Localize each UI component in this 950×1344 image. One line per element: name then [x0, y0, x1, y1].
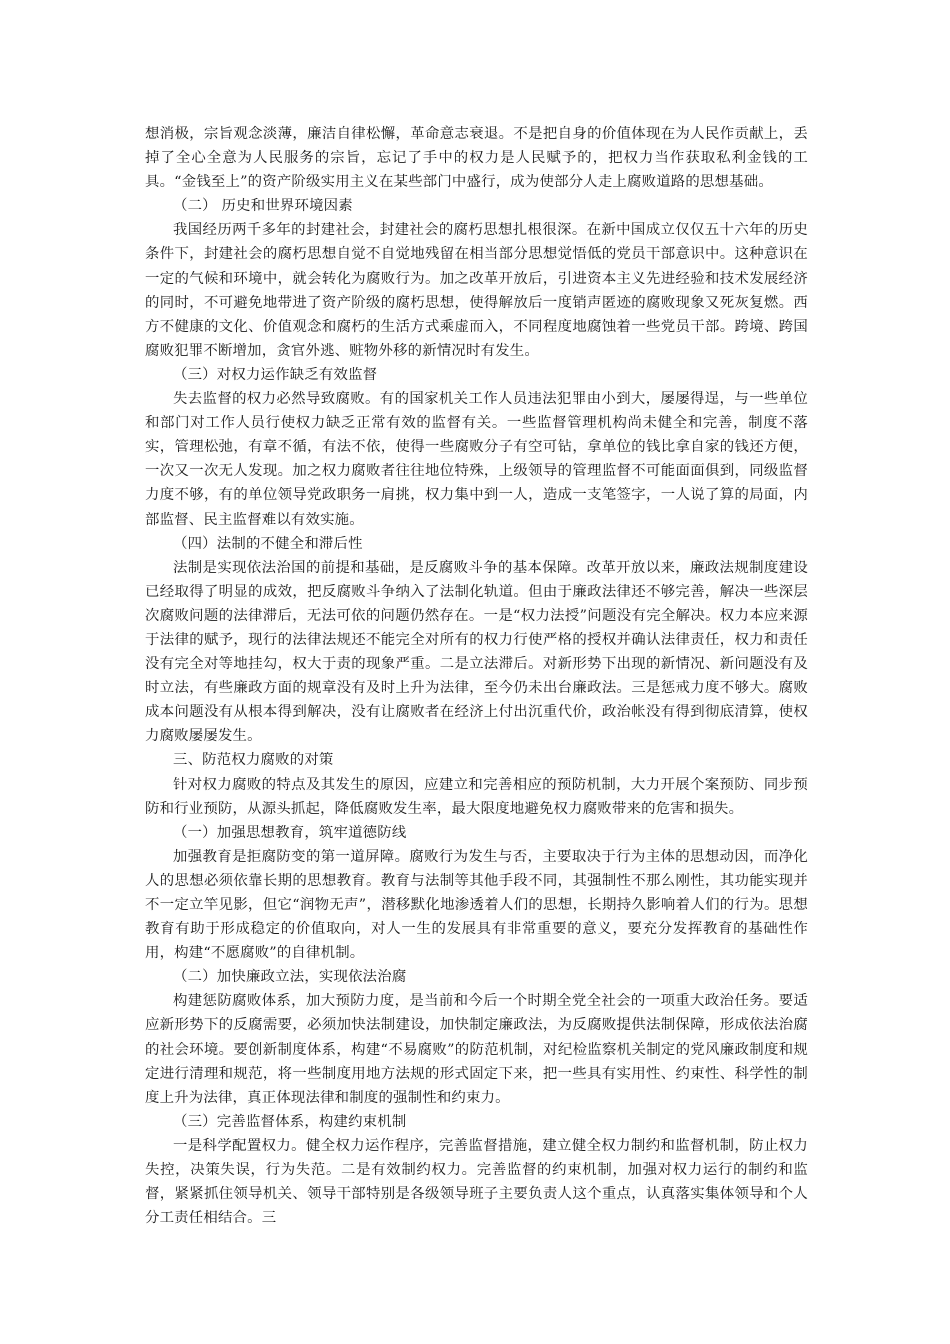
section-heading-oversight: （三）完善监督体系，构建约束机制	[173, 1113, 407, 1130]
paragraph-oversight: 一是科学配置权力。健全权力运作程序，完善监督措施，建立健全权力制约和监督机制，防止权力失控，决策失误，行为失范。二是有效制约权力。完善监督的约束机制，加强对权力运行的制约和监督，紧紧抓住领导机关、领导干部特别是各级领导班子主要负责人这个重点，认真落实集体领导和个人分工责任相结合。三	[145, 1137, 808, 1227]
section-heading-legal-system: （四）法制的不健全和滞后性	[173, 535, 363, 552]
section-heading-history: （二） 历史和世界环境因素	[173, 198, 353, 215]
paragraph-legislation: 构建惩防腐败体系，加大预防力度，是当前和今后一个时期全党全社会的一项重大政治任务。要适应新形势下的反腐需要，必须加快法制建设，加快制定廉政法，为反腐败提供法制保障，形成依法治腐的社会环境。要创新制度体系，构建“不易腐败”的防范机制，对纪检监察机关制定的党风廉政制度和规定进行清理和规范，将一些制度用地方法规的形式固定下来，把一些具有实用性、约束性、科学性的制度上升为法律，真正体现法律和制度的强制性和约束力。	[145, 993, 808, 1106]
section-heading-legislation: （二）加快廉政立法，实现依法治腐	[173, 969, 407, 986]
paragraph-history: 我国经历两千多年的封建社会，封建社会的腐朽思想扎根很深。在新中国成立仅仅五十六年的历史条件下，封建社会的腐朽思想自觉不自觉地残留在相当部分思想觉悟低的党员干部意识中。这种意识在一定的气候和环境中，就会转化为腐败行为。加之改革开放后，引进资本主义先进经验和技术发展经济的同时，不可避免地带进了资产阶级的腐朽思想，使得解放后一度销声匿迹的腐败现象又死灰复燃。西方不健康的文化、价值观念和腐朽的生活方式乘虚而入，不同程度地腐蚀着一些党员干部。跨境、跨国腐败犯罪不断增加，贪官外逃、赃物外移的新情况时有发生。	[145, 222, 808, 359]
section-heading-supervision: （三）对权力运作缺乏有效监督	[173, 366, 378, 383]
section-heading-countermeasures: 三、防范权力腐败的对策	[173, 752, 334, 769]
paragraph-countermeasures: 针对权力腐败的特点及其发生的原因，应建立和完善相应的预防机制，大力开展个案预防、同步预防和行业预防，从源头抓起，降低腐败发生率，最大限度地避免权力腐败带来的危害和损失。	[145, 776, 808, 817]
paragraph-supervision: 失去监督的权力必然导致腐败。有的国家机关工作人员违法犯罪由小到大，屡屡得逞，与一些单位和部门对工作人员行使权力缺乏正常有效的监督有关。一些监督管理机构尚未健全和完善，制度不落实，管理松弛，有章不循，有法不依，使得一些腐败分子有空可钻，拿单位的钱比拿自家的钱还方便，一次又一次无人发现。加之权力腐败者往往地位特殊，上级领导的管理监督不可能面面俱到，同级监督力度不够，有的单位领导党政职务一肩挑，权力集中到一人，造成一支笔签字，一人说了算的局面，内部监督、民主监督难以有效实施。	[145, 391, 808, 528]
continuation-paragraph: 想消极，宗旨观念淡薄，廉洁自律松懈，革命意志衰退。不是把自身的价值体现在为人民作贡献上，丢掉了全心全意为人民服务的宗旨，忘记了手中的权力是人民赋予的，把权力当作获取私利金钱的工具。“金钱至上”的资产阶级实用主义在某些部门中盛行，成为使部分人走上腐败道路的思想基础。	[145, 126, 808, 191]
section-heading-education: （一）加强思想教育，筑牢道德防线	[173, 824, 407, 841]
paragraph-legal-system: 法制是实现依法治国的前提和基础，是反腐败斗争的基本保障。改革开放以来，廉政法规制度建设已经取得了明显的成效，把反腐败斗争纳入了法制化轨道。但由于廉政法律还不够完善，解决一些深层次腐败问题的法律滞后，无法可依的问题仍然存在。一是“权力法授”问题没有完全解决。权力本应来源于法律的赋予，现行的法律法规还不能完全对所有的权力行使严格的授权并确认法律责任，权力和责任没有完全对等地挂勾，权大于责的现象严重。二是立法滞后。对新形势下出现的新情况、新问题没有及时立法，有些廉政方面的规章没有及时上升为法律，至今仍未出台廉政法。三是惩戒力度不够大。腐败成本问题没有从根本得到解决，没有让腐败者在经济上付出沉重代价，政治帐没有得到彻底清算，使权力腐败屡屡发生。	[145, 559, 808, 745]
paragraph-education: 加强教育是拒腐防变的第一道屏障。腐败行为发生与否，主要取决于行为主体的思想动因，而净化人的思想必须依靠长期的思想教育。教育与法制等其他手段不同，其强制性不那么刚性，其功能实现并不一定立竿见影，但它“润物无声”，潜移默化地渗透着人们的思想，长期持久影响着人们的行为。思想教育有助于形成稳定的价值取向，对人一生的发展具有非常重要的意义，要充分发挥教育的基础性作用，构建“不愿腐败”的自律机制。	[145, 848, 808, 962]
document-body	[145, 122, 808, 1230]
